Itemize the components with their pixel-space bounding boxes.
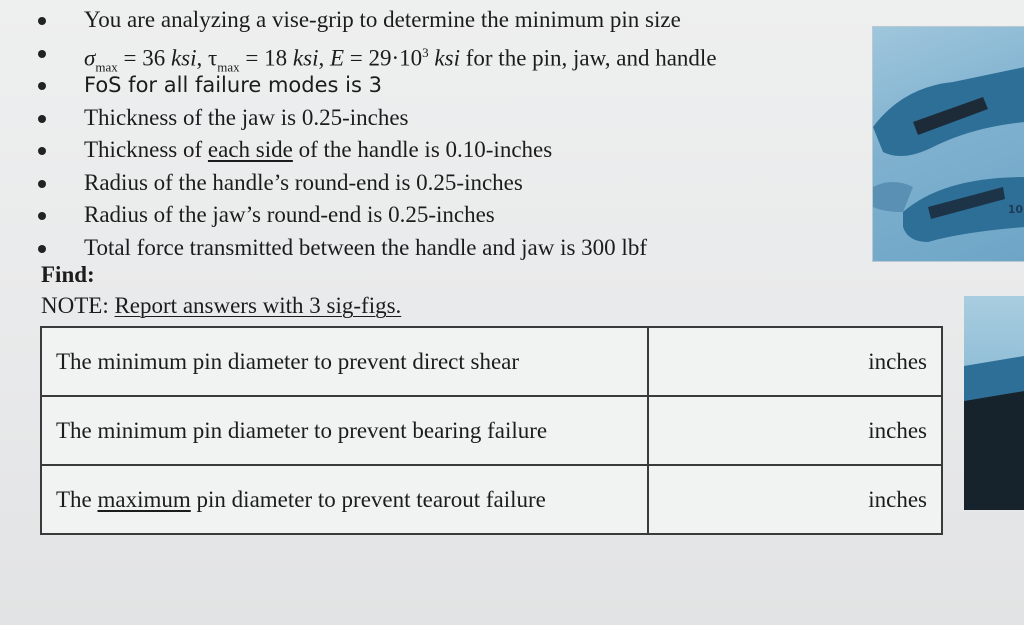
vise-grip-photo bbox=[872, 26, 1024, 262]
bullet-icon bbox=[38, 17, 46, 25]
bullet-text: Thickness of each side of the handle is 0.10-inches bbox=[84, 137, 553, 162]
list-item bbox=[30, 4, 870, 37]
bullet-icon bbox=[38, 115, 46, 123]
table-row bbox=[41, 327, 942, 396]
bullet-icon bbox=[38, 147, 46, 155]
photo-label: 10 bbox=[1007, 203, 1023, 216]
table-row bbox=[41, 396, 942, 465]
vise-grip-closeup-photo bbox=[964, 296, 1024, 510]
note-text: NOTE: Report answers with 3 sig-figs. bbox=[41, 293, 402, 318]
given-list bbox=[30, 4, 870, 264]
list-item bbox=[30, 199, 870, 232]
bullet-icon bbox=[38, 212, 46, 220]
table-row bbox=[41, 465, 942, 534]
question-cell: The minimum pin diameter to prevent bearing failure bbox=[41, 396, 648, 465]
bullet-icon bbox=[38, 82, 46, 90]
bullet-text: You are analyzing a vise-grip to determine the minimum pin size bbox=[84, 7, 681, 32]
bullet-icon bbox=[38, 245, 46, 253]
answer-cell[interactable] bbox=[648, 327, 942, 396]
bullet-text: Thickness of the jaw is 0.25-inches bbox=[84, 104, 409, 130]
bullet-text: Radius of the handle’s round-end is 0.25-inches bbox=[84, 169, 523, 195]
unit-label: inches bbox=[868, 486, 927, 512]
vise-grip-photo-icon bbox=[873, 27, 1024, 261]
bullet-text: FoS for all failure modes is 3 bbox=[84, 73, 382, 97]
bullet-text: Total force transmitted between the handle and jaw is 300 lbf bbox=[84, 234, 647, 260]
list-item bbox=[30, 134, 870, 167]
answer-cell[interactable] bbox=[648, 396, 942, 465]
question-cell: The maximum pin diameter to prevent tearout failure bbox=[41, 465, 648, 534]
answer-table bbox=[40, 326, 943, 535]
list-item bbox=[30, 37, 870, 74]
answer-cell[interactable] bbox=[648, 465, 942, 534]
material-properties: $\sigma_{max} = 36$ ksi, $\tau_{max} = 18$ ksi, $E = 29\cdot 10^3$ ksi for the pin, jaw, and handle bbox=[84, 44, 717, 74]
list-item bbox=[30, 167, 870, 200]
bullet-text: Radius of the jaw’s round-end is 0.25-inches bbox=[84, 202, 495, 227]
list-item bbox=[30, 69, 870, 102]
list-item bbox=[30, 102, 870, 135]
unit-label: inches bbox=[868, 417, 927, 443]
list-item bbox=[30, 232, 870, 265]
find-heading: Find: bbox=[41, 262, 95, 287]
bullet-icon bbox=[38, 50, 46, 58]
vise-grip-closeup-photo-icon bbox=[964, 296, 1024, 510]
question-cell: The minimum pin diameter to prevent direct shear bbox=[41, 327, 648, 396]
bullet-icon bbox=[38, 180, 46, 188]
unit-label: inches bbox=[868, 348, 927, 374]
